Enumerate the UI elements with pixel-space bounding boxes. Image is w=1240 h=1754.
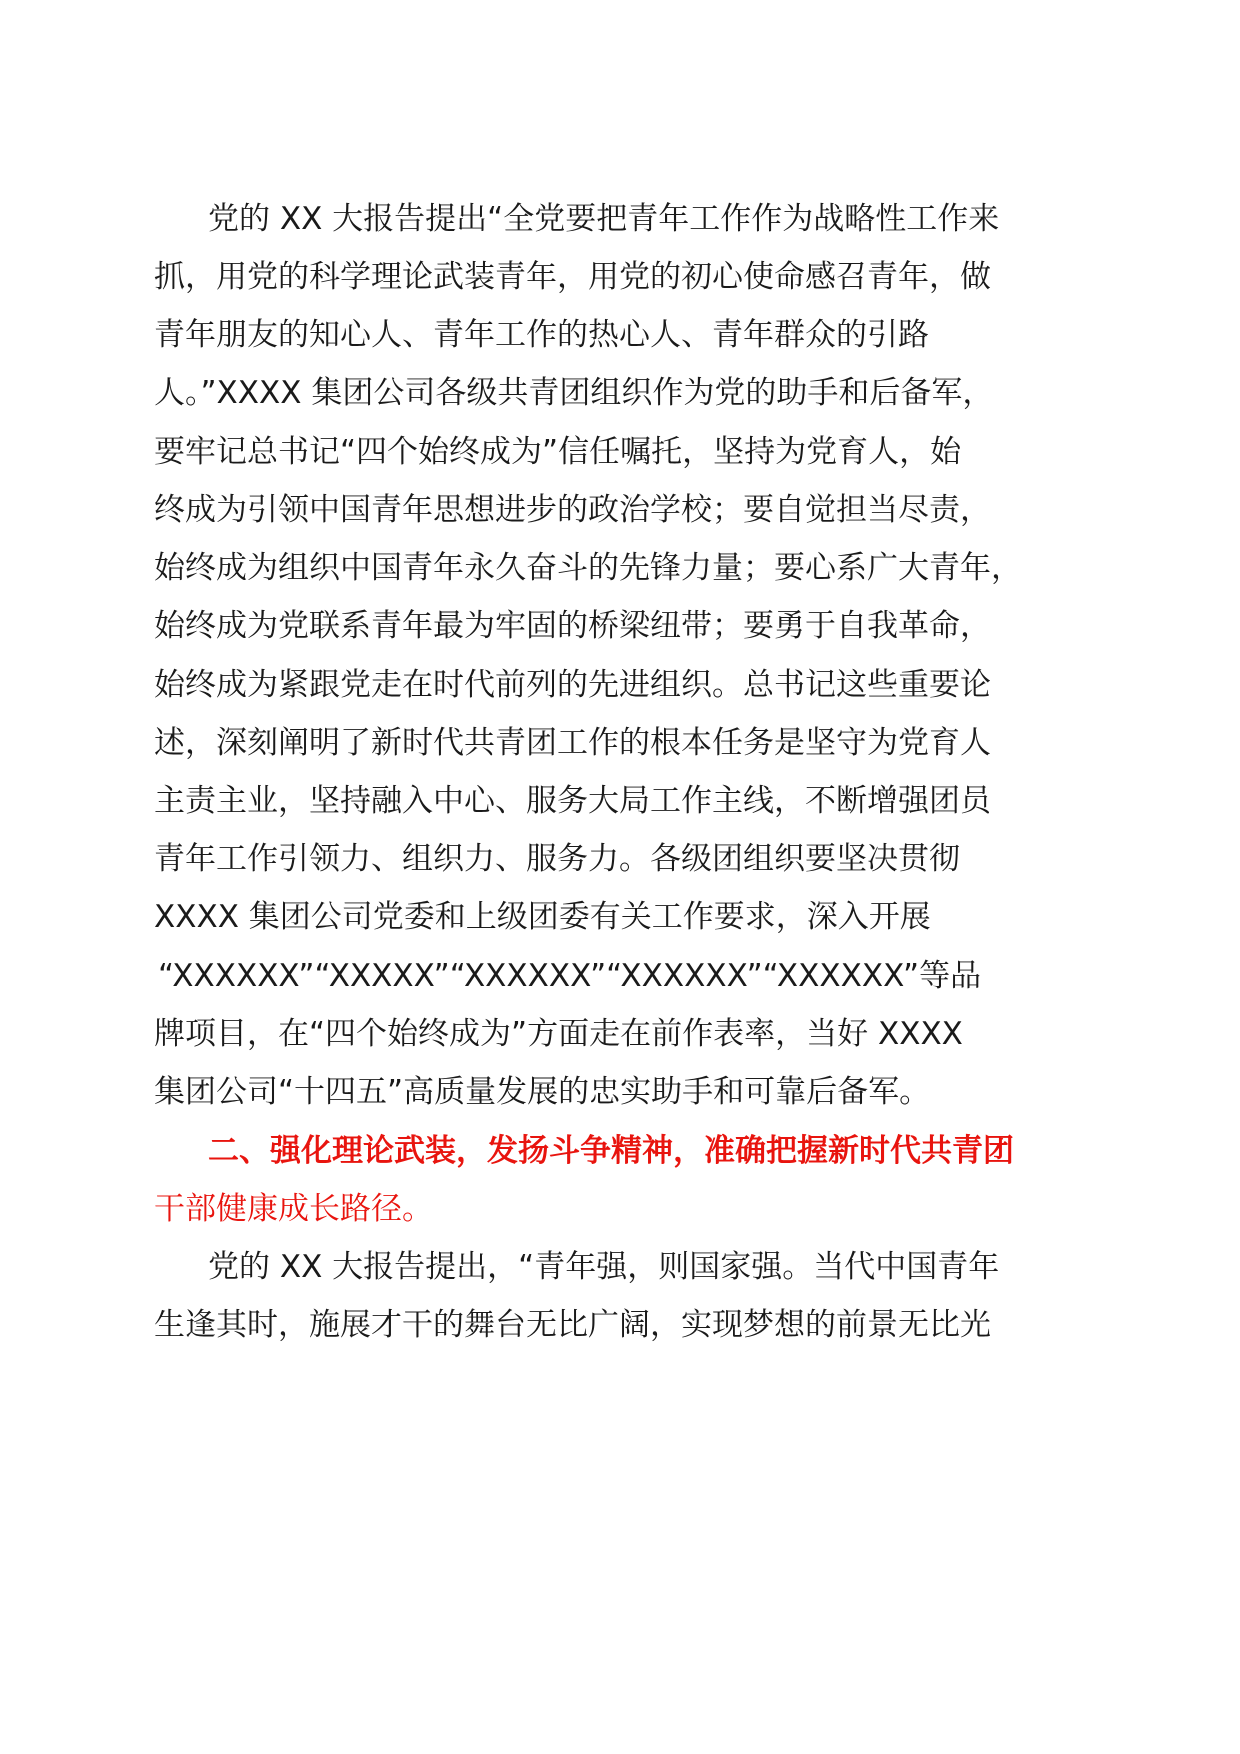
- paragraph-2-line-2: 生逢其时，施展才干的舞台无比广阔，实现梦想的前景无比光: [154, 1307, 991, 1343]
- paragraph-1-line-4: 人。”XXXX 集团公司各级共青团组织作为党的助手和后备军，: [154, 375, 994, 411]
- paragraph-1-line-16: 集团公司“十四五”高质量发展的忠实助手和可靠后备军。: [154, 1074, 931, 1110]
- paragraph-1-line-3: 青年朋友的知心人、青年工作的热心人、青年群众的引路: [154, 317, 929, 353]
- section-heading-line-2: 干部健康成长路径。: [154, 1191, 433, 1227]
- paragraph-1-line-8: 始终成为党联系青年最为牢固的桥梁纽带；要勇于自我革命，: [154, 608, 991, 644]
- paragraph-1-line-13: XXXX 集团公司党委和上级团委有关工作要求，深入开展: [154, 899, 931, 935]
- paragraph-1-line-10: 述，深刻阐明了新时代共青团工作的根本任务是坚守为党育人: [154, 725, 991, 761]
- paragraph-1-line-5: 要牢记总书记“四个始终成为”信任嘱托，坚持为党育人，始: [154, 434, 962, 470]
- paragraph-1-line-2: 抓，用党的科学理论武装青年，用党的初心使命感召青年，做: [154, 259, 991, 295]
- paragraph-1-line-11: 主责主业，坚持融入中心、服务大局工作主线，不断增强团员: [154, 783, 991, 819]
- paragraph-2-line-1: 党的 XX 大报告提出，“青年强，则国家强。当代中国青年: [208, 1249, 1000, 1285]
- section-heading-line-1: 二、强化理论武装，发扬斗争精神，准确把握新时代共青团: [208, 1133, 1014, 1169]
- paragraph-1-line-14: “XXXXXX”“XXXXX”“XXXXXX”“XXXXXX”“XXXXXX”等品: [158, 958, 982, 994]
- paragraph-1-line-9: 始终成为紧跟党走在时代前列的先进组织。总书记这些重要论: [154, 667, 991, 703]
- paragraph-1-line-1: 党的 XX 大报告提出“全党要把青年工作作为战略性工作来: [208, 201, 1000, 237]
- paragraph-1-line-12: 青年工作引领力、组织力、服务力。各级团组织要坚决贯彻: [154, 841, 960, 877]
- paragraph-1-line-6: 终成为引领中国青年思想进步的政治学校；要自觉担当尽责，: [154, 492, 991, 528]
- paragraph-1-line-7: 始终成为组织中国青年永久奋斗的先锋力量；要心系广大青年，: [154, 550, 1022, 586]
- paragraph-1-line-15: 牌项目，在“四个始终成为”方面走在前作表率，当好 XXXX: [154, 1016, 963, 1052]
